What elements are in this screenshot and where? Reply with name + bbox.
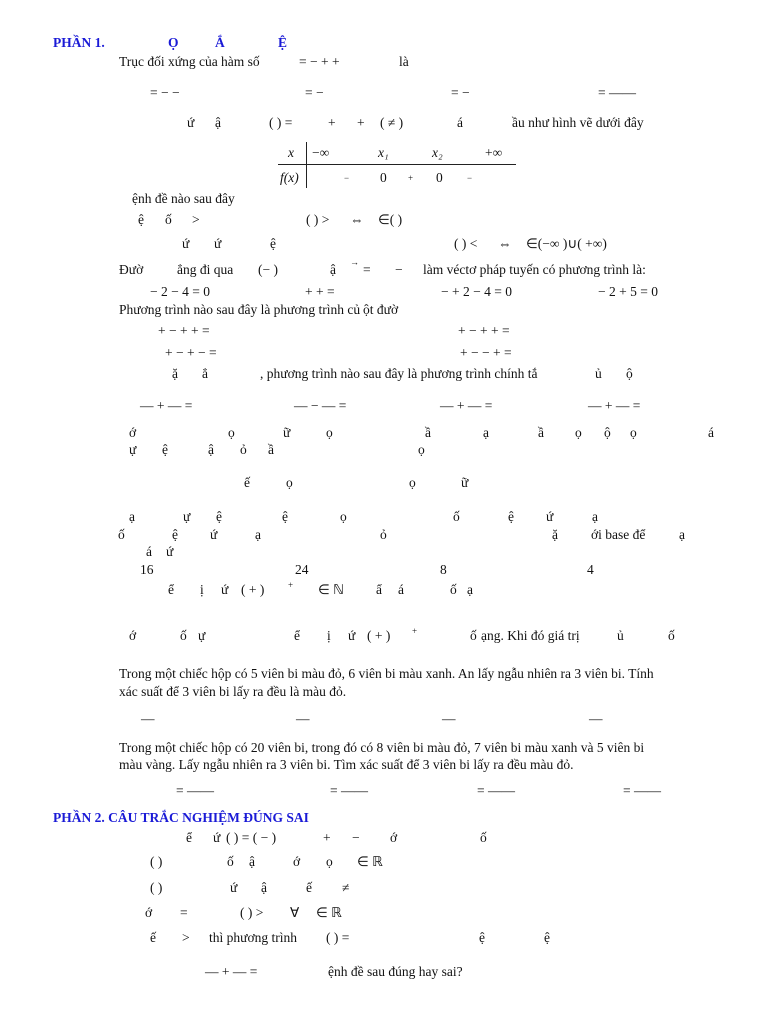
- q4-frag: ột đườ: [363, 302, 399, 317]
- p2q1-frag: ế: [306, 880, 312, 895]
- q8-frag: +: [288, 580, 294, 590]
- p2q1-frag: ọ: [326, 854, 333, 869]
- q7-frag: á: [146, 544, 152, 559]
- q9-stem: Trong một chiếc hộp có 5 viên bi màu đỏ, 6 viên bi màu xanh. An lấy ngẫu nhiên ra 3 viên bi. Tính: [119, 666, 654, 681]
- p2q1-frag: ứ: [230, 880, 238, 895]
- q6-frag: ọ: [630, 425, 637, 440]
- q8-frag: ∈ ℕ: [318, 582, 344, 597]
- q2-frag: ứ: [182, 236, 190, 251]
- q1-option-d[interactable]: = ——: [598, 85, 636, 100]
- q10-stem: Trong một chiếc hộp có 20 viên bi, trong đó có 8 viên bi màu đỏ, 7 viên bi màu xanh và 5 viên bi: [119, 740, 645, 755]
- table-header: +∞: [485, 145, 503, 160]
- q4-frag: Phương trình nào sau đây là phương trình củ: [119, 302, 361, 317]
- q5-frag: ẳ: [202, 366, 208, 381]
- p2q1-frag: thì phương trình: [209, 930, 297, 945]
- q8-frag: ứ: [221, 582, 229, 597]
- q6-frag: ữ: [283, 425, 291, 440]
- q1-option-a[interactable]: = − −: [150, 85, 180, 100]
- q5-frag: ặ: [172, 366, 178, 381]
- q8-frag: ị: [200, 582, 204, 597]
- q2-prompt: ệnh đề nào sau đây: [132, 191, 235, 206]
- q2-frag: ứ: [187, 115, 195, 130]
- q2-frag: ậ: [215, 115, 221, 130]
- p2q1-frag: ậ: [261, 880, 267, 895]
- q5-frag: ủ: [595, 366, 602, 381]
- q4-option-d[interactable]: + − − + =: [460, 345, 512, 360]
- p2q1-frag: ∈ ℝ: [316, 905, 342, 920]
- q10-option-b[interactable]: = ——: [330, 783, 368, 798]
- q2-frag: ( ) >: [306, 212, 330, 227]
- q2-frag: ⇔: [350, 212, 364, 227]
- p2q1-frag: ố: [227, 854, 234, 869]
- q8-frag: ể: [294, 628, 300, 643]
- q1-stem: Trục đối xứng của hàm số: [119, 54, 260, 69]
- q8-frag: ị: [327, 628, 331, 643]
- q2-frag: á: [457, 115, 463, 130]
- q6-frag: ữ: [461, 475, 469, 490]
- p2q1-frag: ể: [186, 830, 192, 845]
- q7-frag: ạ: [592, 509, 598, 524]
- q8-frag: ẩ: [376, 582, 382, 597]
- p2q1-frag: ế: [150, 930, 156, 945]
- part2-heading: PHẦN 2. CÂU TRẮC NGHIỆM ĐÚNG SAI: [53, 810, 309, 825]
- p2q1-frag: ( ) =: [326, 930, 350, 945]
- q2-frag: ố: [165, 212, 172, 227]
- p2q2-equation: — + — =: [205, 964, 258, 979]
- q2-frag: ầu như hình vẽ dưới đây: [512, 115, 644, 130]
- heading-fragment: Ắ: [215, 35, 225, 50]
- q6-frag: ọ: [326, 425, 333, 440]
- q8-frag: ạ: [467, 582, 473, 597]
- q3-option-b[interactable]: + + =: [305, 284, 335, 299]
- table-header: x₁: [378, 145, 389, 160]
- q3-option-d[interactable]: − 2 + 5 = 0: [598, 284, 658, 299]
- q3-frag: (− ): [258, 262, 278, 277]
- q2-frag: ( ≠ ): [380, 115, 404, 130]
- q7-frag: ạ: [129, 509, 135, 524]
- p2q1-frag: ≠: [342, 880, 350, 895]
- q7-frag: ạ: [679, 527, 685, 542]
- table-row-label: f(x): [280, 170, 299, 185]
- heading-fragment: Ệ: [278, 35, 288, 50]
- q7-frag: ệ: [216, 509, 222, 524]
- p2q1-frag: −: [352, 830, 360, 845]
- p2q1-frag: ệ: [479, 930, 485, 945]
- q8-frag: ể: [168, 582, 174, 597]
- table-cell: −: [344, 173, 350, 183]
- p2q1-frag: ớ: [390, 830, 398, 845]
- q5-frag: , phương trình nào sau đây là phương trình chính tắ: [260, 366, 538, 381]
- heading-fragment: Ọ: [168, 35, 179, 50]
- p2q1-frag: ( ): [150, 880, 163, 895]
- q2-frag: ệ: [138, 212, 144, 227]
- q8-frag: ố: [470, 628, 477, 643]
- q6-frag: ế: [244, 475, 250, 490]
- q9-option-b[interactable]: —: [296, 711, 310, 726]
- q3-frag: ẳng đi qua: [177, 262, 234, 277]
- q8-frag: ớ: [129, 628, 137, 643]
- q5-option-a[interactable]: — + — =: [140, 398, 193, 413]
- part1-heading: PHẦN 1.: [53, 35, 105, 50]
- table-header: −∞: [312, 145, 330, 160]
- table-cell: +: [408, 173, 414, 183]
- q6-frag: ạ: [483, 425, 489, 440]
- q7-frag: ố: [118, 527, 125, 542]
- table-cell: −: [467, 173, 473, 183]
- q7-frag: ứ: [210, 527, 218, 542]
- q1-option-c[interactable]: = −: [451, 85, 470, 100]
- q6-frag: ọ: [418, 442, 425, 457]
- q6-frag: ầ: [268, 442, 274, 457]
- q3-frag: làm véctơ pháp tuyến có phương trình là:: [423, 262, 646, 277]
- p2q1-frag: +: [323, 830, 331, 845]
- q6-frag: ọ: [409, 475, 416, 490]
- q6-frag: á: [708, 425, 714, 440]
- q7-frag: ứ: [166, 544, 174, 559]
- q7-frag: ạ: [255, 527, 261, 542]
- q7-option-b[interactable]: 24: [295, 562, 309, 577]
- q5-option-d[interactable]: — + — =: [588, 398, 641, 413]
- p2q1-frag: ớ: [145, 905, 153, 920]
- q7-frag: ặ: [552, 527, 558, 542]
- q2-frag: ∈( ): [378, 212, 403, 227]
- q5-option-c[interactable]: — + — =: [440, 398, 493, 413]
- q4-option-a[interactable]: + − + + =: [158, 323, 210, 338]
- q2-frag: ⇔: [498, 236, 512, 251]
- vector-arrow-icon: →: [350, 257, 359, 267]
- q4-option-c[interactable]: + − + − =: [165, 345, 217, 360]
- p2q1-frag: ( ): [150, 854, 163, 869]
- p2q1-frag: ậ: [249, 854, 255, 869]
- table-cell: 0: [436, 170, 443, 185]
- q9-option-a[interactable]: —: [141, 711, 155, 726]
- q7-frag: ới base để: [591, 527, 646, 542]
- q6-frag: ầ: [538, 425, 544, 440]
- q9-option-d[interactable]: —: [589, 711, 603, 726]
- q10-option-c[interactable]: = ——: [477, 783, 515, 798]
- table-header-x: x: [288, 145, 294, 160]
- p2q1-frag: ớ: [293, 854, 301, 869]
- p2q1-frag: ệ: [544, 930, 550, 945]
- q3-frag: Đườ: [119, 262, 144, 277]
- q2-frag: ( ) =: [269, 115, 293, 130]
- q7-frag: ỏ: [380, 527, 387, 542]
- q3-frag: ậ: [330, 262, 336, 277]
- p2q1-frag: >: [182, 930, 190, 945]
- q6-frag: ầ: [425, 425, 431, 440]
- q9-stem: xác suất để 3 viên bi lấy ra đều là màu đỏ.: [119, 684, 347, 699]
- q2-frag: >: [192, 212, 200, 227]
- p2q1-frag: ( ) = ( − ): [226, 830, 277, 845]
- q10-option-d[interactable]: = ——: [623, 783, 661, 798]
- q7-frag: ự: [183, 509, 191, 524]
- p2q1-frag: ∈ ℝ: [357, 854, 383, 869]
- q7-frag: ệ: [282, 509, 288, 524]
- q7-option-c[interactable]: 8: [440, 562, 447, 577]
- q2-frag: +: [357, 115, 365, 130]
- q3-frag: −: [395, 262, 403, 277]
- q8-frag: +: [412, 626, 418, 636]
- q7-frag: ứ: [546, 509, 554, 524]
- q7-frag: ệ: [172, 527, 178, 542]
- p2q1-frag: ∀: [290, 905, 300, 920]
- q6-frag: ọ: [286, 475, 293, 490]
- q5-frag: ộ: [626, 366, 633, 381]
- q6-frag: ọ: [228, 425, 235, 440]
- q6-frag: ậ: [208, 442, 214, 457]
- p2q1-frag: =: [180, 905, 188, 920]
- p2q1-frag: ố: [480, 830, 487, 845]
- q1-stem-end: là: [399, 54, 409, 69]
- q8-frag: ố: [668, 628, 675, 643]
- table-header: x₂: [432, 145, 443, 160]
- q9-option-c[interactable]: —: [442, 711, 456, 726]
- p2q1-frag: ứ: [213, 830, 221, 845]
- q8-frag: ự: [198, 628, 206, 643]
- q7-option-d[interactable]: 4: [587, 562, 594, 577]
- q7-frag: ệ: [508, 509, 514, 524]
- p2q2-prompt: ệnh đề sau đúng hay sai?: [328, 964, 463, 979]
- q8-frag: ứ: [348, 628, 356, 643]
- q1-stem-math: = − + +: [299, 54, 340, 69]
- q8-frag: ( + ): [367, 628, 391, 643]
- q6-frag: ớ: [129, 425, 137, 440]
- q6-frag: ộ: [604, 425, 611, 440]
- q8-frag: ủ: [617, 628, 624, 643]
- q3-frag: =: [363, 262, 371, 277]
- q6-frag: ọ: [575, 425, 582, 440]
- q7-frag: ọ: [340, 509, 347, 524]
- q10-option-a[interactable]: = ——: [176, 783, 214, 798]
- q2-frag: ệ: [270, 236, 276, 251]
- q2-frag: ứ: [214, 236, 222, 251]
- q8-frag: ạng. Khi đó giá trị: [481, 628, 580, 643]
- q3-option-c[interactable]: − + 2 − 4 = 0: [441, 284, 512, 299]
- q3-option-a[interactable]: − 2 − 4 = 0: [150, 284, 210, 299]
- q1-option-b[interactable]: = −: [305, 85, 324, 100]
- q2-frag: +: [328, 115, 336, 130]
- q8-frag: á: [398, 582, 404, 597]
- q10-stem: màu vàng. Lấy ngẫu nhiên ra 3 viên bi. Tìm xác suất để 3 viên bi lấy ra đều màu đỏ.: [119, 757, 574, 772]
- q8-frag: ( + ): [241, 582, 265, 597]
- q2-frag: ( ) <: [454, 236, 478, 251]
- q8-frag: ố: [450, 582, 457, 597]
- q4-option-b[interactable]: + − + + =: [458, 323, 510, 338]
- q8-frag: ố: [180, 628, 187, 643]
- q6-frag: ỏ: [240, 442, 247, 457]
- q7-option-a[interactable]: 16: [140, 562, 154, 577]
- q6-frag: ự: [129, 442, 137, 457]
- q5-option-b[interactable]: — − — =: [294, 398, 347, 413]
- q2-frag: ∈(−∞ )∪( +∞): [526, 236, 607, 251]
- q7-frag: ố: [453, 509, 460, 524]
- p2q1-frag: ( ) >: [240, 905, 264, 920]
- q6-frag: ệ: [162, 442, 168, 457]
- table-cell: 0: [380, 170, 387, 185]
